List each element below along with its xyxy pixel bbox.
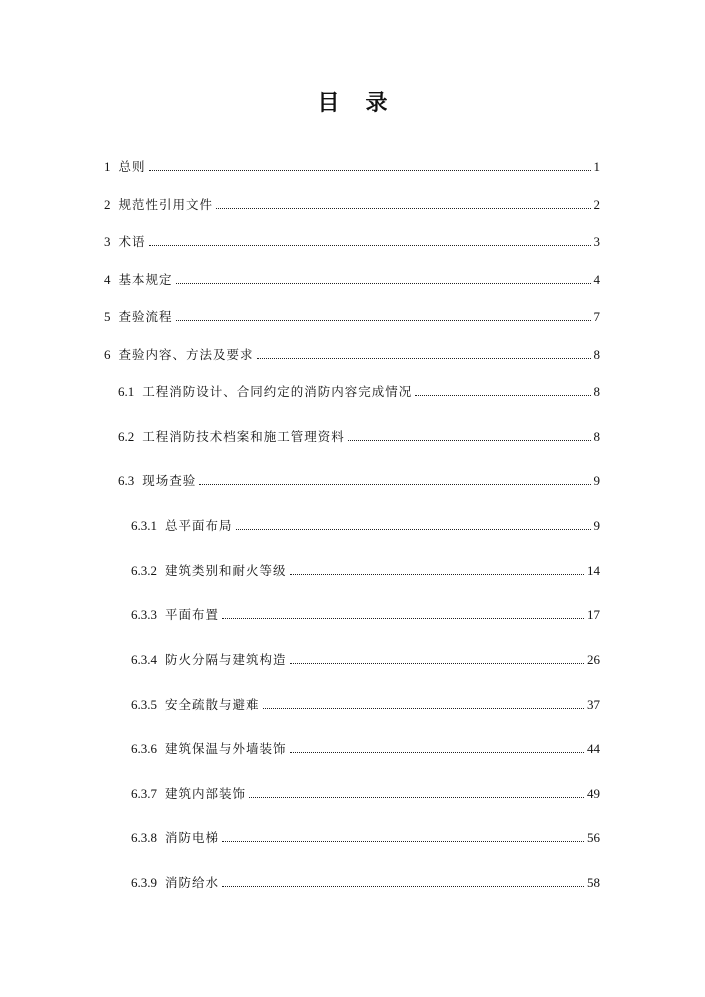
toc-label: 规范性引用文件 bbox=[118, 197, 214, 212]
toc-entry-6-1[interactable] bbox=[118, 380, 600, 400]
toc-entry-6-3-1[interactable] bbox=[131, 514, 600, 534]
dot-leader bbox=[216, 207, 590, 209]
toc-number: 6 bbox=[104, 347, 111, 362]
toc-number: 6.3.3 bbox=[131, 607, 157, 622]
toc-label: 消防电梯 bbox=[165, 830, 220, 845]
toc-entry-6-3-4[interactable] bbox=[131, 648, 600, 668]
toc-page-number: 8 bbox=[593, 347, 600, 362]
toc-label: 消防给水 bbox=[165, 875, 220, 890]
toc-page-number: 8 bbox=[593, 429, 600, 444]
toc-page-number: 8 bbox=[593, 384, 600, 399]
toc-number: 5 bbox=[104, 309, 111, 324]
toc-number: 6.3.1 bbox=[131, 518, 157, 533]
toc-entry-6-3-8[interactable] bbox=[131, 826, 600, 846]
toc-page-number: 44 bbox=[587, 741, 600, 756]
dot-leader bbox=[176, 282, 591, 284]
toc-number: 6.3.6 bbox=[131, 741, 157, 756]
dot-leader bbox=[290, 751, 584, 753]
toc-label: 建筑类别和耐火等级 bbox=[165, 563, 287, 578]
toc-entry-6-3-7[interactable] bbox=[131, 782, 600, 802]
toc-entry-3[interactable] bbox=[104, 230, 600, 250]
dot-leader bbox=[263, 707, 584, 709]
toc-entry-6-2[interactable] bbox=[118, 425, 600, 445]
toc-label: 基本规定 bbox=[118, 272, 173, 287]
toc-number: 6.3.8 bbox=[131, 830, 157, 845]
toc-entry-6-3[interactable] bbox=[118, 469, 600, 489]
dot-leader bbox=[149, 244, 591, 246]
dot-leader bbox=[290, 573, 584, 575]
toc-number: 4 bbox=[104, 272, 111, 287]
toc-page-number: 1 bbox=[593, 159, 600, 174]
toc-entry-6-3-3[interactable] bbox=[131, 603, 600, 623]
toc-label: 建筑保温与外墙装饰 bbox=[165, 741, 287, 756]
toc-number: 6.3.5 bbox=[131, 697, 157, 712]
toc-label: 查验流程 bbox=[118, 309, 173, 324]
toc-page-number: 56 bbox=[587, 830, 600, 845]
toc-entry-6-3-2[interactable] bbox=[131, 559, 600, 579]
dot-leader bbox=[348, 439, 591, 441]
toc-entry-6-3-5[interactable] bbox=[131, 693, 600, 713]
toc-page-number: 9 bbox=[593, 473, 600, 488]
toc-label: 术语 bbox=[118, 234, 146, 249]
dot-leader bbox=[236, 528, 591, 530]
dot-leader bbox=[222, 840, 584, 842]
toc-label: 现场查验 bbox=[142, 473, 197, 488]
toc-number: 6.3.9 bbox=[131, 875, 157, 890]
dot-leader bbox=[199, 483, 590, 485]
toc-entry-4[interactable] bbox=[104, 268, 600, 288]
toc-page-number: 9 bbox=[593, 518, 600, 533]
toc-label: 查验内容、方法及要求 bbox=[118, 347, 254, 362]
toc-page-number: 2 bbox=[593, 197, 600, 212]
dot-leader bbox=[176, 319, 591, 321]
toc-page-number: 49 bbox=[587, 786, 600, 801]
toc-label: 总平面布局 bbox=[165, 518, 233, 533]
toc-number: 6.3.2 bbox=[131, 563, 157, 578]
toc-label: 总则 bbox=[118, 159, 146, 174]
title-char-2: 录 bbox=[365, 91, 388, 116]
toc-label: 安全疏散与避难 bbox=[165, 697, 260, 712]
toc-page-number: 17 bbox=[587, 607, 600, 622]
toc-label: 防火分隔与建筑构造 bbox=[165, 652, 287, 667]
toc-page-number: 3 bbox=[593, 234, 600, 249]
title-char-1: 目 bbox=[317, 91, 340, 116]
toc-entry-1[interactable] bbox=[104, 155, 600, 175]
dot-leader bbox=[249, 796, 584, 798]
dot-leader bbox=[415, 394, 590, 396]
toc-page-number: 58 bbox=[587, 875, 600, 890]
dot-leader bbox=[149, 169, 591, 171]
dot-leader bbox=[222, 617, 584, 619]
toc-entry-6[interactable] bbox=[104, 343, 600, 363]
toc-label: 建筑内部装饰 bbox=[165, 786, 247, 801]
toc-number: 6.3.4 bbox=[131, 652, 157, 667]
toc-label: 平面布置 bbox=[165, 607, 220, 622]
toc-entry-5[interactable] bbox=[104, 305, 600, 325]
dot-leader bbox=[257, 357, 591, 359]
toc-page-number: 4 bbox=[593, 272, 600, 287]
toc-page-number: 26 bbox=[587, 652, 600, 667]
toc-number: 2 bbox=[104, 197, 111, 212]
toc-number: 1 bbox=[104, 159, 111, 174]
toc-entry-6-3-6[interactable] bbox=[131, 737, 600, 757]
toc-number: 6.2 bbox=[118, 429, 135, 444]
toc-entry-6-3-9[interactable] bbox=[131, 871, 600, 891]
toc-page-number: 7 bbox=[593, 309, 600, 324]
dot-leader bbox=[290, 662, 584, 664]
dot-leader bbox=[222, 885, 584, 887]
toc-label: 工程消防设计、合同约定的消防内容完成情况 bbox=[142, 384, 413, 399]
toc-page-number: 37 bbox=[587, 697, 600, 712]
page-title bbox=[0, 86, 705, 117]
toc-number: 6.3.7 bbox=[131, 786, 157, 801]
toc-number: 6.3 bbox=[118, 473, 135, 488]
toc-number: 3 bbox=[104, 234, 111, 249]
toc-number: 6.1 bbox=[118, 384, 135, 399]
toc-entry-2[interactable] bbox=[104, 193, 600, 213]
toc-page-number: 14 bbox=[587, 563, 600, 578]
toc-label: 工程消防技术档案和施工管理资料 bbox=[142, 429, 345, 444]
